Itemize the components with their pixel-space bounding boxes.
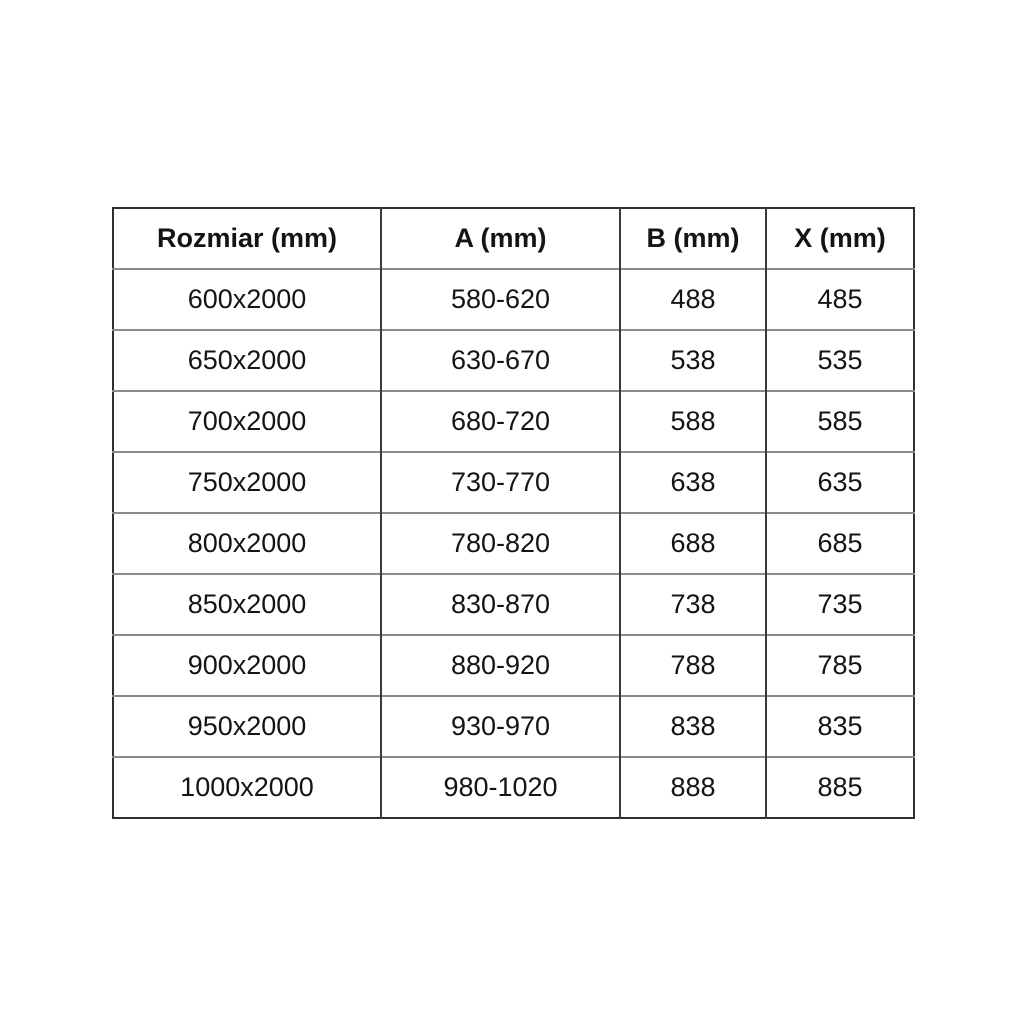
table-row <box>113 513 914 574</box>
a-cell: 680-720 <box>381 391 620 452</box>
b-cell: 538 <box>620 330 766 391</box>
table-row <box>113 574 914 635</box>
header-row <box>113 208 914 269</box>
b-cell: 588 <box>620 391 766 452</box>
size-cell: 700x2000 <box>113 391 381 452</box>
table-row <box>113 635 914 696</box>
x-cell: 685 <box>766 513 914 574</box>
table-row <box>113 452 914 513</box>
size-cell: 950x2000 <box>113 696 381 757</box>
a-cell: 980-1020 <box>381 757 620 818</box>
x-cell: 635 <box>766 452 914 513</box>
table-row <box>113 391 914 452</box>
a-cell: 730-770 <box>381 452 620 513</box>
b-cell: 738 <box>620 574 766 635</box>
b-cell: 488 <box>620 269 766 330</box>
x-cell: 535 <box>766 330 914 391</box>
size-cell: 900x2000 <box>113 635 381 696</box>
table-body <box>113 269 914 818</box>
size-spec-table-container <box>112 207 915 819</box>
a-cell: 880-920 <box>381 635 620 696</box>
b-cell: 888 <box>620 757 766 818</box>
x-cell: 785 <box>766 635 914 696</box>
size-cell: 750x2000 <box>113 452 381 513</box>
a-cell: 630-670 <box>381 330 620 391</box>
size-cell: 1000x2000 <box>113 757 381 818</box>
x-cell: 885 <box>766 757 914 818</box>
table-row <box>113 696 914 757</box>
b-cell: 838 <box>620 696 766 757</box>
x-cell: 835 <box>766 696 914 757</box>
size-cell: 600x2000 <box>113 269 381 330</box>
x-cell: 735 <box>766 574 914 635</box>
size-cell: 650x2000 <box>113 330 381 391</box>
b-cell: 688 <box>620 513 766 574</box>
table-header <box>113 208 914 269</box>
x-cell: 485 <box>766 269 914 330</box>
b-cell: 638 <box>620 452 766 513</box>
header-cell-x: X (mm) <box>766 208 914 269</box>
b-cell: 788 <box>620 635 766 696</box>
header-cell-rozmiar: Rozmiar (mm) <box>156 223 338 253</box>
x-cell: 585 <box>766 391 914 452</box>
size-cell: 800x2000 <box>113 513 381 574</box>
a-cell: 780-820 <box>381 513 620 574</box>
header-cell-a: A (mm) <box>381 208 620 269</box>
a-cell: 580-620 <box>381 269 620 330</box>
size-cell: 850x2000 <box>113 574 381 635</box>
header-cell-b: B (mm) <box>620 208 766 269</box>
table-row <box>113 330 914 391</box>
a-cell: 930-970 <box>381 696 620 757</box>
size-spec-table <box>112 207 915 819</box>
table-row <box>113 269 914 330</box>
table-row <box>113 757 914 818</box>
a-cell: 830-870 <box>381 574 620 635</box>
